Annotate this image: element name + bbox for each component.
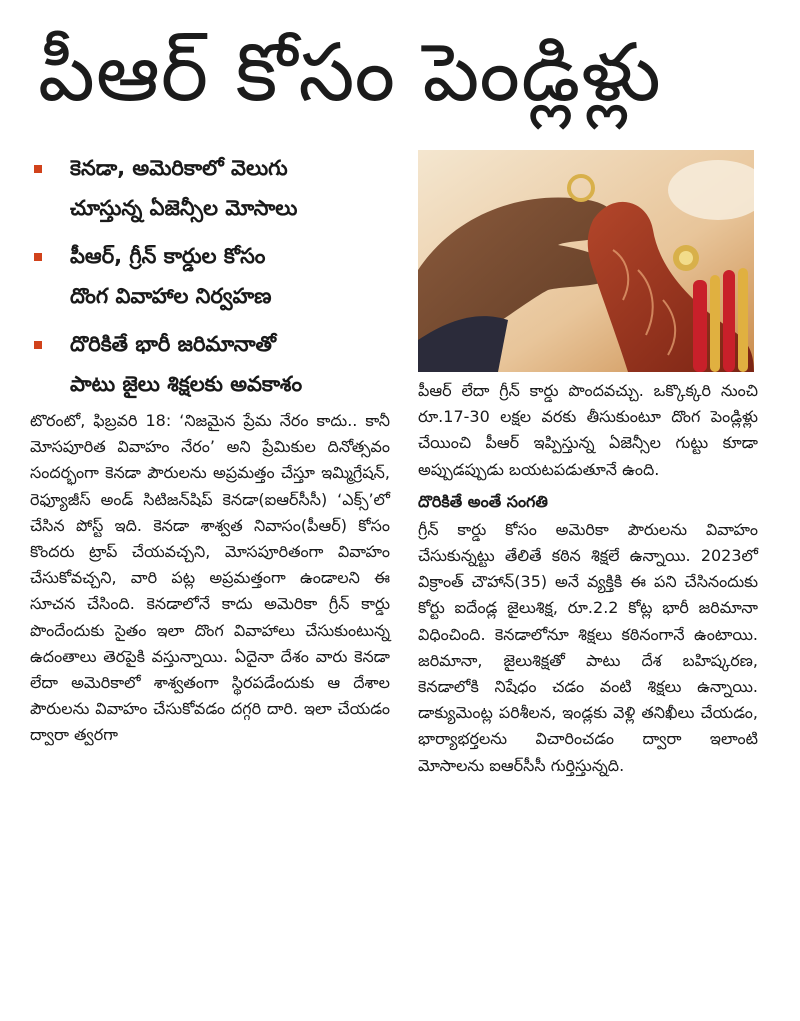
- bullet-line: పాటు జైలు శిక్షలకు అవకాశం: [70, 372, 303, 396]
- bullet-list: [30, 148, 410, 398]
- wedding-photo: [418, 150, 754, 372]
- article-paragraph: టొరంటో, ఫిబ్రవరి 18: ‘నిజమైన ప్రేమ నేరం కాదు.. కానీ మోసపూరిత వివాహం నేరం’ అని ప్రేమికుల దినోత్సవం సందర్భంగా కెనడా పౌరులను అప్రమత్తం చేస్తూ ఇమ్మిగ్రేషన్, రెఫ్యూజీస్ అండ్ సిటిజన్‌షిప్ కెనడా(ఐఆర్‌సీసీ) ‘ఎక్స్’లో చేసిన పోస్ట్ ఇది. కెనడా శాశ్వత నివాసం(పీఆర్) కోసం కొందరు ట్రాప్ చేయవచ్చని, మోసపూరితంగా వివాహం చేసుకోవచ్చని, వారి పట్ల అప్రమత్తంగా ఉండాలని ఈ సూచన చేసింది. కెనడాలోనే కాదు అమెరికా గ్రీన్ కార్డు పొందేందుకు సైతం ఇలా దొంగ వివాహాలు చేసుకుంటున్న ఉదంతాలు తెరపైకి వస్తున్నాయి. ఏదైనా దేశం వారు కెనడా లేదా అమెరికాలో శాశ్వతంగా స్థిరపడేందుకు ఆ దేశాల పౌరులను వివాహం చేసుకోవడం దగ్గరి దారి. ఇలా చేయడం ద్వారా త్వరగా: [30, 411, 390, 745]
- bullet-square-icon: [34, 253, 42, 261]
- article-subheading: దొరికితే అంతే సంగతి: [418, 491, 548, 511]
- bullet-item: [30, 148, 410, 228]
- wedding-hands-illustration: [418, 150, 754, 372]
- article-paragraph: గ్రీన్ కార్డు కోసం అమెరికా పౌరులను వివాహం చేసుకున్నట్టు తేలితే కఠిన శిక్షలే ఉన్నాయి. 2023లో విక్రాంత్ చౌహాన్(35) అనే వ్యక్తికి ఈ పని చేసినందుకు కోర్టు ఐదేండ్ల జైలుశిక్ష, రూ.2.2 కోట్ల భారీ జరిమానా విధించింది. కెనడాలోనూ శిక్షలు కఠినంగానే ఉంటాయి. జరిమానా, జైలుశిక్షతో పాటు దేశ బహిష్కరణ, కెనడాలోకి నిషేధం చడం వంటి శిక్షలు ఉన్నాయి. డాక్యుమెంట్ల పరిశీలన, ఇండ్లకు వెళ్లి తనిఖీలు చేయడం, భార్యాభర్తలను విచారించడం ద్వారా ఇలాంటి మోసాలను ఐఆర్‌సీసీ గుర్తిస్తున్నది.: [418, 519, 758, 775]
- bullet-line: పీఆర్, గ్రీన్ కార్డుల కోసం: [70, 244, 266, 268]
- article-column-left: [30, 408, 390, 749]
- bullet-line: దొంగ వివాహాల నిర్వహణ: [70, 284, 272, 308]
- bullet-item: [30, 324, 410, 404]
- bullet-line: చూస్తున్న ఏజెన్సీల మోసాలు: [70, 196, 298, 220]
- bullet-line: కెనడా, అమెరికాలో వెలుగు: [70, 156, 288, 180]
- bullet-item: [30, 236, 410, 316]
- headline: పీఆర్ కోసం పెండ్లిళ్లు: [38, 26, 662, 119]
- article-column-right: [418, 378, 758, 779]
- bullet-square-icon: [34, 341, 42, 349]
- article-paragraph: పీఆర్ లేదా గ్రీన్ కార్డు పొందవచ్చు. ఒక్కొక్కరి నుంచి రూ.17-30 లక్షల వరకు తీసుకుంటూ దొంగ పెండ్లిళ్లు చేయించి పీఆర్ ఇప్పిస్తున్న ఏజెన్సీల గుట్టు కూడా అప్పుడప్పుడు బయటపడుతూనే ఉంది.: [418, 381, 758, 479]
- bullet-line: దొరికితే భారీ జరిమానాతో: [70, 332, 277, 356]
- bullet-square-icon: [34, 165, 42, 173]
